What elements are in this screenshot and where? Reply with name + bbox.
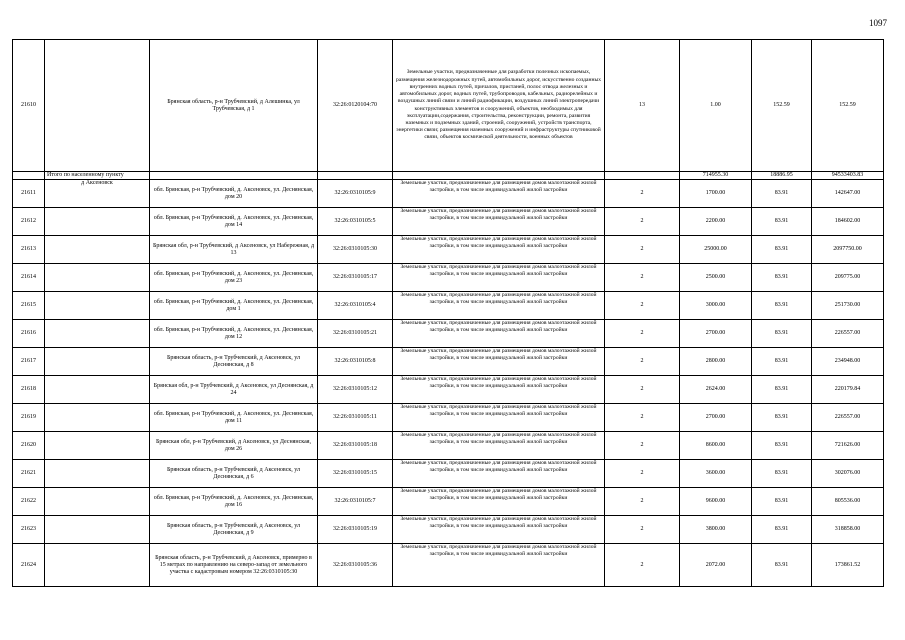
cadastral-value: 209775.00 <box>812 264 884 292</box>
cadastral-value: 220179.84 <box>812 376 884 404</box>
land-purpose: Земельные участки, предназначенные для разработки полезных ископаемых, размещения железнодорожных путей, автомобильных дорог, искусственно созданных внутренних водных путей, причалов, пристаней, полос отвода железных и автомобильных дорог, водных путей, трубопроводов, кабельных, радиорелейных и воздушных линий связи и линий радиофикации, воздушных линий электропередачи конструктивных элементов и сооружений, объектов, необходимых для эксплуатации,содержания, строительства, реконструкции, ремонта, развития наземных и подземных зданий, строений, сооружений, устройств транспорта, энергетики связи; размещения наземных сооружений и инфраструктуры спутниковой связи, объектов космической деятельности, военных объектов <box>393 40 605 172</box>
locality-cell <box>45 516 150 544</box>
rate-value: 83.91 <box>752 180 812 208</box>
rate-value: 83.91 <box>752 544 812 587</box>
area-value: 2800.00 <box>680 348 752 376</box>
locality-cell <box>45 348 150 376</box>
address-cell: Брянская область, р-н Трубчевский, д Аксеновск, ул Деснянская, д 9 <box>150 516 318 544</box>
land-purpose: Земельные участки, предназначенные для размещения домов малоэтажной жилой застройки, в том числе индивидуальной жилой застройки <box>393 180 605 208</box>
cadastral-number: 32:26:0310105:30 <box>318 236 393 264</box>
table-row <box>13 348 884 376</box>
row-id: 21621 <box>13 460 45 488</box>
group-number: 2 <box>605 292 680 320</box>
rate-value: 83.91 <box>752 404 812 432</box>
group-number: 2 <box>605 516 680 544</box>
total-value: 94533403.83 <box>812 172 884 180</box>
cadastral-value: 302076.00 <box>812 460 884 488</box>
locality-cell <box>45 264 150 292</box>
land-purpose: Земельные участки, предназначенные для размещения домов малоэтажной жилой застройки, в том числе индивидуальной жилой застройки <box>393 236 605 264</box>
cadastral-value: 142647.00 <box>812 180 884 208</box>
cadastral-value: 2097750.00 <box>812 236 884 264</box>
group-number: 2 <box>605 404 680 432</box>
table-row <box>13 544 884 587</box>
cadastral-number: 32:26:0310105:8 <box>318 348 393 376</box>
cadastral-number: 32:26:0310105:15 <box>318 460 393 488</box>
land-purpose: Земельные участки, предназначенные для размещения домов малоэтажной жилой застройки, в том числе индивидуальной жилой застройки <box>393 488 605 516</box>
area-value: 8600.00 <box>680 432 752 460</box>
cadastral-value: 251730.00 <box>812 292 884 320</box>
address-cell: обл. Брянская, р-н Трубчевский, д. Аксеновск, ул. Деснянская, дом 11 <box>150 404 318 432</box>
table-row <box>13 236 884 264</box>
table-row <box>13 320 884 348</box>
land-purpose: Земельные участки, предназначенные для размещения домов малоэтажной жилой застройки, в том числе индивидуальной жилой застройки <box>393 320 605 348</box>
land-purpose: Земельные участки, предназначенные для размещения домов малоэтажной жилой застройки, в том числе индивидуальной жилой застройки <box>393 460 605 488</box>
page-number: 1097 <box>869 18 887 28</box>
locality-cell <box>45 292 150 320</box>
cadastral-value: 721626.00 <box>812 432 884 460</box>
row-id: 21619 <box>13 404 45 432</box>
group-number: 2 <box>605 320 680 348</box>
address-cell: обл. Брянская, р-н Трубчевский, д. Аксеновск, ул. Деснянская, дом 16 <box>150 488 318 516</box>
cadastral-number: 32:26:0310105:11 <box>318 404 393 432</box>
address-cell: обл. Брянская, р-н Трубчевский, д. Аксеновск, ул. Деснянская, дом 23 <box>150 264 318 292</box>
locality-cell <box>45 236 150 264</box>
row-id: 21613 <box>13 236 45 264</box>
table-row <box>13 376 884 404</box>
cadastral-number: 32:26:0310105:9 <box>318 180 393 208</box>
cadastral-value: 226557.00 <box>812 320 884 348</box>
cadastral-number: 32:26:0310105:5 <box>318 208 393 236</box>
address-cell: обл. Брянская, р-н Трубчевский, д. Аксеновск, ул. Деснянская, дом 1 <box>150 292 318 320</box>
cadastral-number: 32:26:0310105:4 <box>318 292 393 320</box>
address-cell: Брянская обл, р-н Трубчевский, д Аксеновск, ул Набережная, д 13 <box>150 236 318 264</box>
area-value: 3000.00 <box>680 292 752 320</box>
row-id: 21610 <box>13 40 45 172</box>
rate-value: 83.91 <box>752 348 812 376</box>
cadastral-value: 318858.00 <box>812 516 884 544</box>
table-row <box>13 292 884 320</box>
address-cell: Брянская обл, р-н Трубчевский, д Аксеновск, ул Деснянская, д 24 <box>150 376 318 404</box>
total-label: Итого по населенному пункту <box>45 172 150 180</box>
cadastral-number: 32:26:0310105:12 <box>318 376 393 404</box>
area-value: 2700.00 <box>680 320 752 348</box>
cadastral-value: 226557.00 <box>812 404 884 432</box>
cadastral-number: 32:26:0310105:21 <box>318 320 393 348</box>
locality-cell <box>45 544 150 587</box>
rate-value: 83.91 <box>752 516 812 544</box>
row-id: 21615 <box>13 292 45 320</box>
cadastral-number: 32:26:0310105:17 <box>318 264 393 292</box>
total-rate: 18886.95 <box>752 172 812 180</box>
rate-value: 83.91 <box>752 320 812 348</box>
row-id: 21611 <box>13 180 45 208</box>
table-row <box>13 208 884 236</box>
rate-value: 83.91 <box>752 376 812 404</box>
table-row <box>13 488 884 516</box>
land-purpose: Земельные участки, предназначенные для размещения домов малоэтажной жилой застройки, в том числе индивидуальной жилой застройки <box>393 264 605 292</box>
rate-value: 83.91 <box>752 264 812 292</box>
total-row <box>13 172 884 180</box>
land-purpose: Земельные участки, предназначенные для размещения домов малоэтажной жилой застройки, в том числе индивидуальной жилой застройки <box>393 376 605 404</box>
locality-cell <box>45 320 150 348</box>
address-cell: обл. Брянская, р-н Трубчевский, д. Аксеновск, ул. Деснянская, дом 20 <box>150 180 318 208</box>
row-id: 21624 <box>13 544 45 587</box>
land-purpose: Земельные участки, предназначенные для размещения домов малоэтажной жилой застройки, в том числе индивидуальной жилой застройки <box>393 208 605 236</box>
land-purpose: Земельные участки, предназначенные для размещения домов малоэтажной жилой застройки, в том числе индивидуальной жилой застройки <box>393 516 605 544</box>
area-value: 2700.00 <box>680 404 752 432</box>
address-cell: Брянская область, р-н Трубчевский, д Аксеновск, ул Деснянская, д 8 <box>150 348 318 376</box>
group-number: 2 <box>605 208 680 236</box>
row-id: 21618 <box>13 376 45 404</box>
land-purpose: Земельные участки, предназначенные для размещения домов малоэтажной жилой застройки, в том числе индивидуальной жилой застройки <box>393 404 605 432</box>
cadastral-number: 32:26:0310105:18 <box>318 432 393 460</box>
table-row <box>13 180 884 208</box>
address-cell: обл. Брянская, р-н Трубчевский, д. Аксеновск, ул. Деснянская, дом 12 <box>150 320 318 348</box>
rate-value: 83.91 <box>752 432 812 460</box>
cadastral-number: 32:26:0310105:36 <box>318 544 393 587</box>
area-value: 3600.00 <box>680 460 752 488</box>
area-value: 2624.00 <box>680 376 752 404</box>
row-id: 21620 <box>13 432 45 460</box>
area-value: 2200.00 <box>680 208 752 236</box>
area-value: 2500.00 <box>680 264 752 292</box>
row-id: 21616 <box>13 320 45 348</box>
cadastral-value: 173861.52 <box>812 544 884 587</box>
land-purpose: Земельные участки, предназначенные для размещения домов малоэтажной жилой застройки, в том числе индивидуальной жилой застройки <box>393 544 605 587</box>
cadastral-value: 234948.00 <box>812 348 884 376</box>
area-value: 2072.00 <box>680 544 752 587</box>
rate-value: 83.91 <box>752 208 812 236</box>
row-id: 21622 <box>13 488 45 516</box>
group-number: 2 <box>605 488 680 516</box>
locality-cell <box>45 376 150 404</box>
group-number: 2 <box>605 348 680 376</box>
locality-cell <box>45 488 150 516</box>
locality-cell: д Аксеновск <box>45 180 150 208</box>
row-id: 21617 <box>13 348 45 376</box>
area-value: 1.00 <box>680 40 752 172</box>
rate-value: 83.91 <box>752 488 812 516</box>
group-number: 2 <box>605 180 680 208</box>
row-id: 21612 <box>13 208 45 236</box>
land-purpose: Земельные участки, предназначенные для размещения домов малоэтажной жилой застройки, в том числе индивидуальной жилой застройки <box>393 348 605 376</box>
total-area: 714955.30 <box>680 172 752 180</box>
rate-value: 83.91 <box>752 292 812 320</box>
group-number: 13 <box>605 40 680 172</box>
rate-value: 83.91 <box>752 236 812 264</box>
table-row <box>13 516 884 544</box>
cadastral-value: 805536.00 <box>812 488 884 516</box>
group-number: 2 <box>605 264 680 292</box>
group-number: 2 <box>605 236 680 264</box>
address-cell: Брянская обл, р-н Трубчевский, д Аксеновск, ул Деснянская, дом 26 <box>150 432 318 460</box>
rate-value: 152.59 <box>752 40 812 172</box>
area-value: 1700.00 <box>680 180 752 208</box>
cadastral-value: 184602.00 <box>812 208 884 236</box>
land-purpose: Земельные участки, предназначенные для размещения домов малоэтажной жилой застройки, в том числе индивидуальной жилой застройки <box>393 432 605 460</box>
locality-cell <box>45 40 150 172</box>
cadastral-number: 32:26:0120104:70 <box>318 40 393 172</box>
table-row <box>13 264 884 292</box>
group-number: 2 <box>605 432 680 460</box>
land-purpose: Земельные участки, предназначенные для размещения домов малоэтажной жилой застройки, в том числе индивидуальной жилой застройки <box>393 292 605 320</box>
area-value: 9600.00 <box>680 488 752 516</box>
row-id: 21614 <box>13 264 45 292</box>
locality-cell <box>45 460 150 488</box>
locality-cell <box>45 208 150 236</box>
group-number: 2 <box>605 544 680 587</box>
row-id: 21623 <box>13 516 45 544</box>
rate-value: 83.91 <box>752 460 812 488</box>
group-number: 2 <box>605 460 680 488</box>
table-row <box>13 460 884 488</box>
cadastral-number: 32:26:0310105:7 <box>318 488 393 516</box>
area-value: 25000.00 <box>680 236 752 264</box>
group-number: 2 <box>605 376 680 404</box>
address-cell: Брянская область, р-н Трубчевский, д Аксеновск, примерно в 15 метрах по направлению на северо-запад от земельного участка с кадастровым номером 32:26:0310105:30 <box>150 544 318 587</box>
cadastral-value: 152.59 <box>812 40 884 172</box>
address-cell: обл. Брянская, р-н Трубчевский, д. Аксеновск, ул. Деснянская, дом 14 <box>150 208 318 236</box>
cadastral-number: 32:26:0310105:19 <box>318 516 393 544</box>
locality-cell <box>45 404 150 432</box>
locality-cell <box>45 432 150 460</box>
area-value: 3800.00 <box>680 516 752 544</box>
address-cell: Брянская область, р-н Трубчевский, д Аксеновск, ул Деснянская, д 6 <box>150 460 318 488</box>
table-row <box>13 404 884 432</box>
table-row <box>13 432 884 460</box>
address-cell: Брянская область, р-н Трубчевский, д Алешинка, ул Трубчевская, д 1 <box>150 40 318 172</box>
table-row <box>13 40 884 172</box>
land-valuation-table <box>12 39 884 587</box>
